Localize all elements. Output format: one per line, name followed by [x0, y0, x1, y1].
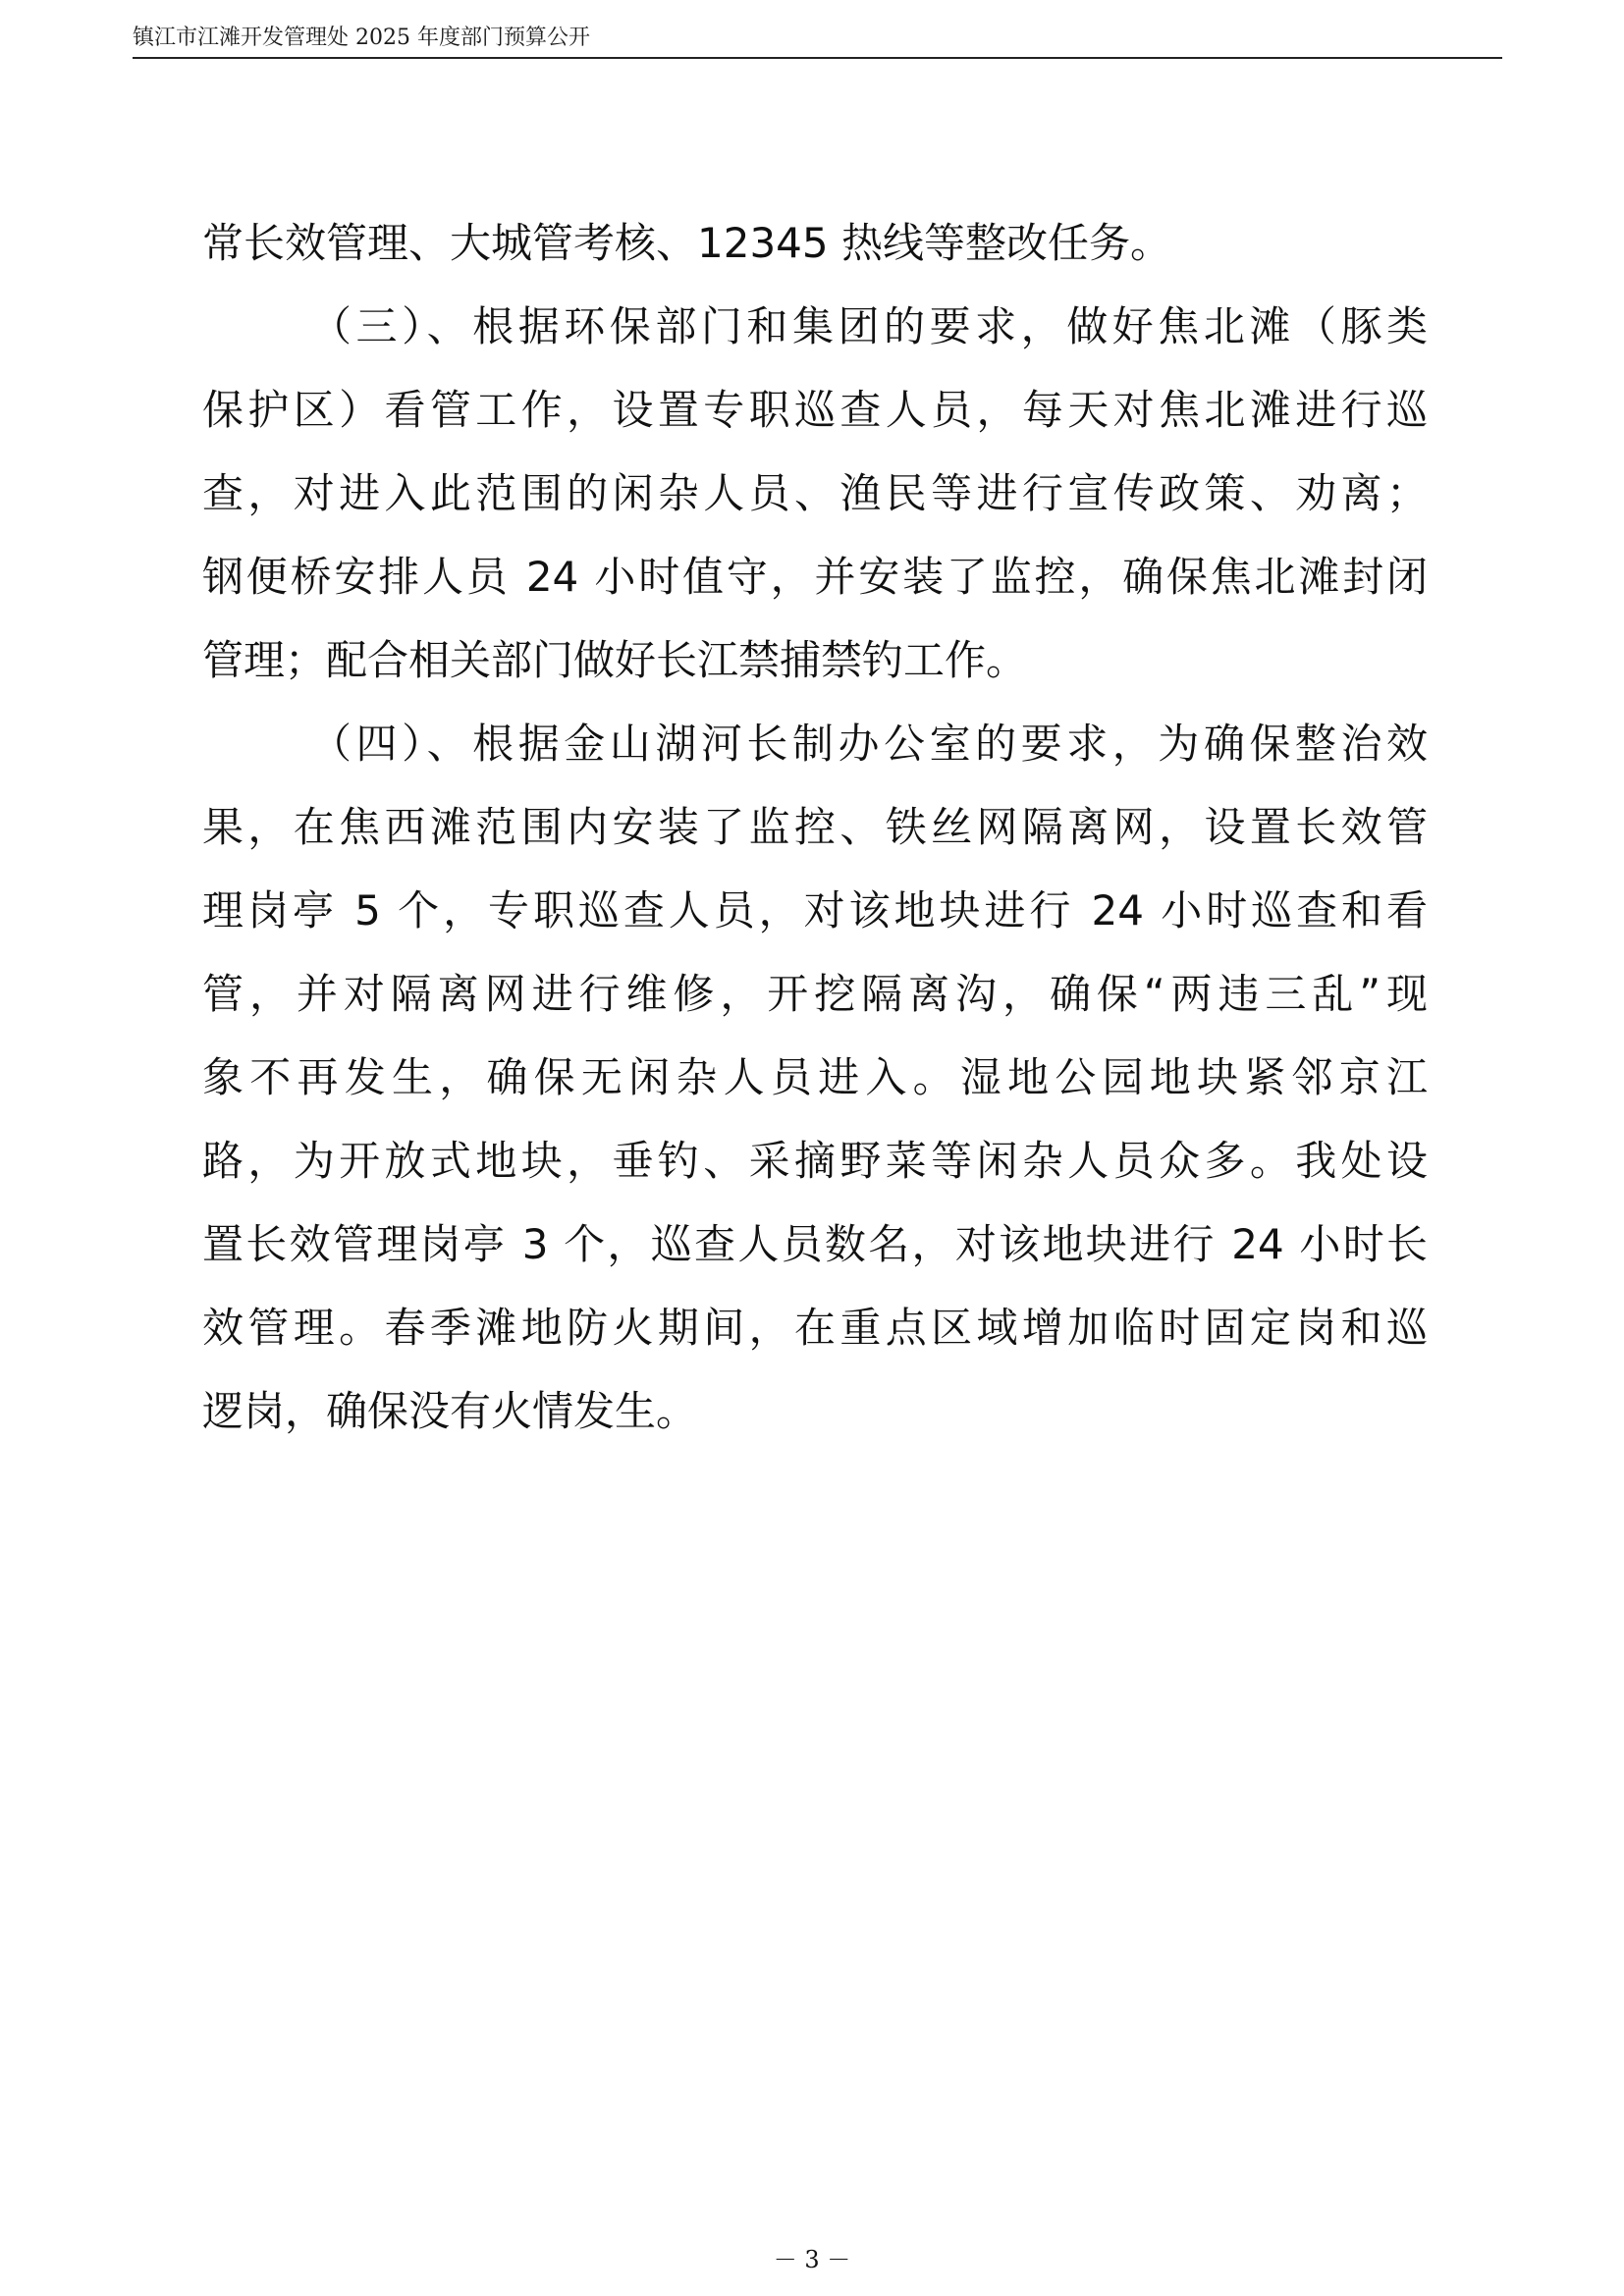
paragraph-2-line-5: 管理；配合相关部门做好长江禁捕禁钓工作。 — [202, 636, 1028, 684]
paragraph-3-line-7: 置长效管理岗亭 3 个，巡查人员数名，对该地块进行 24 小时长 — [202, 1220, 1428, 1268]
paragraph-2-line-2: 保护区）看管工作，设置专职巡查人员，每天对焦北滩进行巡 — [202, 386, 1428, 434]
paragraph-3-line-5: 象不再发生，确保无闲杂人员进入。湿地公园地块紧邻京江 — [202, 1053, 1428, 1101]
paragraph-3-line-8: 效管理。春季滩地防火期间，在重点区域增加临时固定岗和巡 — [202, 1304, 1428, 1352]
paragraph-3-line-9: 逻岗，确保没有火情发生。 — [202, 1387, 698, 1435]
paragraph-3-line-4: 管，并对隔离网进行维修，开挖隔离沟，确保“两违三乱”现 — [202, 970, 1428, 1018]
page-header — [133, 22, 1502, 59]
paragraph-3-line-1: （四）、根据金山湖河长制办公室的要求，为确保整治效 — [310, 720, 1428, 768]
paragraph-2-line-1: （三）、根据环保部门和集团的要求，做好焦北滩（豚类 — [310, 302, 1428, 350]
paragraph-2-line-4: 钢便桥安排人员 24 小时值守，并安装了监控，确保焦北滩封闭 — [202, 553, 1428, 601]
paragraph-3-line-3: 理岗亭 5 个，专职巡查人员，对该地块进行 24 小时巡查和看 — [202, 886, 1428, 934]
paragraph-2-line-3: 查，对进入此范围的闲杂人员、渔民等进行宣传政策、劝离； — [202, 469, 1428, 517]
paragraph-3-line-6: 路，为开放式地块，垂钓、采摘野菜等闲杂人员众多。我处设 — [202, 1137, 1428, 1185]
paragraph-3-line-2: 果，在焦西滩范围内安装了监控、铁丝网隔离网，设置长效管 — [202, 803, 1428, 851]
header-title: 镇江市江滩开发管理处 2025 年度部门预算公开 — [133, 26, 590, 50]
paragraph-1-line-1: 常长效管理、大城管考核、12345 热线等整改任务。 — [202, 219, 1171, 267]
document-body — [202, 214, 1428, 1466]
page-number: － 3 － — [773, 2246, 851, 2273]
